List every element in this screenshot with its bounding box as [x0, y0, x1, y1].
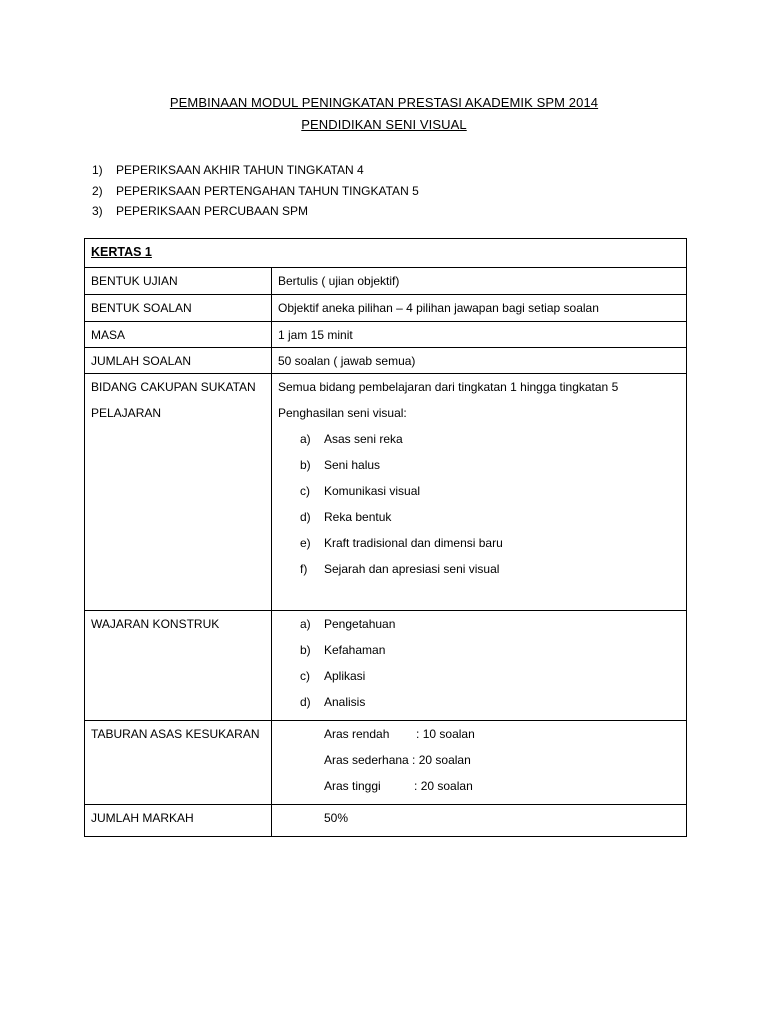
document-subtitle: PENDIDIKAN SENI VISUAL [301, 117, 467, 132]
row-value: Objektif aneka pilihan – 4 pilihan jawapan bagi setiap soalan [272, 295, 687, 322]
list-item [278, 561, 680, 587]
scope-intro: Semua bidang pembelajaran dari tingkatan 1 hingga tingkatan 5 [278, 380, 619, 394]
row-label: MASA [85, 322, 272, 348]
table-row [85, 611, 687, 721]
exam-list [92, 160, 419, 222]
row-label: WAJARAN KONSTRUK [85, 611, 272, 721]
list-item [278, 483, 680, 509]
row-value: 1 jam 15 minit [272, 322, 687, 348]
list-item [92, 160, 419, 181]
list-letter: d) [300, 510, 311, 524]
list-item-text: Reka bentuk [324, 510, 392, 524]
list-item-text: Kefahaman [324, 643, 386, 657]
list-number: 1) [92, 163, 103, 177]
difficulty-item: Aras tinggi : 20 soalan [324, 779, 473, 793]
list-item-text: Komunikasi visual [324, 484, 421, 498]
row-value: Bertulis ( ujian objektif) [272, 268, 687, 295]
row-label: BIDANG CAKUPAN SUKATAN [91, 380, 256, 394]
table-row [85, 268, 687, 295]
list-item-label: PEPERIKSAAN PERCUBAAN SPM [116, 204, 309, 218]
list-item-label: PEPERIKSAAN AKHIR TAHUN TINGKATAN 4 [116, 163, 364, 177]
list-item [92, 201, 419, 222]
scope-list [278, 431, 680, 587]
list-item-text: Kraft tradisional dan dimensi baru [324, 536, 503, 550]
scope-subhead: Penghasilan seni visual: [278, 406, 407, 420]
list-letter: e) [300, 536, 311, 550]
list-letter: b) [300, 458, 311, 472]
row-value-cell [272, 374, 687, 611]
table-row [85, 721, 687, 805]
list-item-text: Seni halus [324, 458, 381, 472]
row-value: 50% [324, 811, 349, 825]
row-label: JUMLAH SOALAN [85, 348, 272, 374]
list-number: 3) [92, 204, 103, 218]
row-value: 50 soalan ( jawab semua) [272, 348, 687, 374]
list-item [278, 642, 680, 668]
list-item [278, 509, 680, 535]
list-item-label: PEPERIKSAAN PERTENGAHAN TAHUN TINGKATAN 5 [116, 183, 419, 198]
construct-list [278, 616, 680, 720]
list-item [278, 668, 680, 694]
document-title: PEMBINAAN MODUL PENINGKATAN PRESTASI AKADEMIK SPM 2014 [169, 95, 599, 110]
list-item [278, 431, 680, 457]
row-label: JUMLAH MARKAH [85, 805, 272, 837]
table-row [85, 805, 687, 837]
list-item-text: Analisis [324, 695, 366, 709]
list-item [278, 694, 680, 720]
row-label: BENTUK SOALAN [85, 295, 272, 322]
list-number: 2) [92, 183, 103, 198]
row-label: TABURAN ASAS KESUKARAN [85, 721, 272, 805]
table-header-cell [85, 239, 687, 268]
difficulty-item: Aras rendah : 10 soalan [324, 727, 475, 741]
list-item [92, 181, 419, 202]
list-letter: b) [300, 643, 311, 657]
list-item-text: Aplikasi [324, 669, 366, 683]
list-letter: c) [300, 484, 310, 498]
list-item-text: Asas seni reka [324, 432, 403, 446]
list-item [278, 616, 680, 642]
list-item [278, 535, 680, 561]
row-label: PELAJARAN [91, 406, 162, 420]
list-letter: a) [300, 617, 311, 631]
table-row [85, 348, 687, 374]
list-letter: c) [300, 669, 310, 683]
list-letter: f) [300, 562, 308, 576]
list-item-text: Pengetahuan [324, 617, 396, 631]
list-item [278, 457, 680, 483]
row-value-cell [272, 805, 687, 837]
row-label: BENTUK UJIAN [85, 268, 272, 295]
row-value-cell [272, 611, 687, 721]
difficulty-item: Aras sederhana : 20 soalan [324, 753, 471, 767]
table-row [85, 374, 687, 611]
table-row [85, 239, 687, 268]
list-letter: a) [300, 432, 311, 446]
row-label-cell [85, 374, 272, 611]
spec-table [84, 238, 687, 837]
list-letter: d) [300, 695, 311, 709]
row-value-cell [272, 721, 687, 805]
list-item-text: Sejarah dan apresiasi seni visual [324, 562, 500, 576]
table-row [85, 295, 687, 322]
table-row [85, 322, 687, 348]
table-header: KERTAS 1 [91, 245, 152, 259]
